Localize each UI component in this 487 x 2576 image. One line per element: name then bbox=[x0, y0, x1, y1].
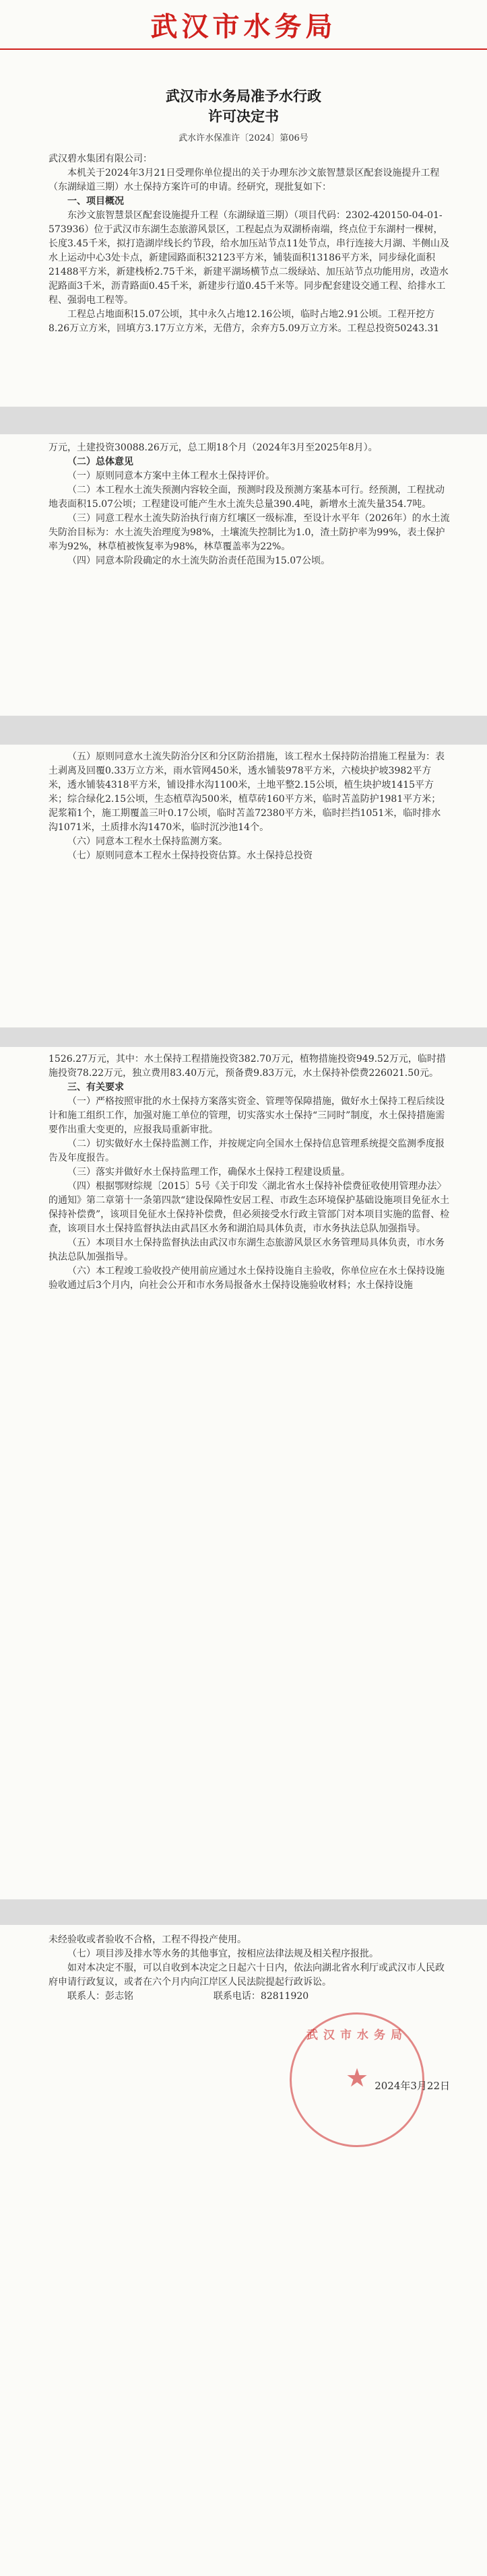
requirement-item-6: （六）本工程竣工验收投产使用前应通过水土保持设施自主验收，你单位应在水土保持设施验收通过后3个月内，向社会公开和市水务局报备水土保持设施验收材料；水土保持设施 bbox=[48, 1266, 445, 1291]
requirement-item-3: （三）落实并做好水土保持监理工作，确保水土保持工程建设质量。 bbox=[67, 1167, 350, 1178]
land-use-paragraph: 工程总占地面积15.07公顷，其中永久占地12.16公顷，临时占地2.91公顷。工程开挖方8.26万立方米，回填方3.17万立方米，无借方，余弃方5.09万立方米。工程总投资50243.31 bbox=[48, 309, 440, 334]
seal-star-icon: ★ bbox=[345, 2063, 369, 2093]
appeal-notice: 如对本决定不服，可以自收到本决定之日起六十日内，依法向湖北省水利厅或武汉市人民政府申请行政复议，或者在六个月内向江岸区人民法院提起行政诉讼。 bbox=[48, 1963, 445, 1988]
intro-paragraph: 本机关于2024年3月21日受理你单位提出的关于办理东沙文旅智慧景区配套设施提升工程（东湖绿道三期）水土保持方案许可的申请。经研究，现批复如下： bbox=[48, 168, 440, 193]
seal-text: 武汉市水务局 bbox=[306, 2029, 408, 2042]
opinion-item-6: （六）同意本工程水土保持监测方案。 bbox=[67, 836, 228, 847]
page3-body bbox=[48, 750, 450, 863]
page5-body bbox=[48, 1933, 450, 2004]
opinion-item-5: （五）原则同意水土流失防治分区和分区防治措施，该工程水土保持防治措施工程量为：表土剥离及回覆0.33万立方米，雨水管网450米，透水铺装978平方米，六棱块护坡3982平方米，透水铺装4318平方米，铺设排水沟1100米，土地平整2.15公顷，植生块护坡1415平方米；综合绿化2.15公顷，生态植草沟500米，植草砖160平方米，临时苫盖防护1981平方米；泥浆箱1个，施工期覆盖三叶0.17公顷，临时苫盖72380平方米，临时拦挡1051米，临时排水沟1071米，土质排水沟1470米，临时沉沙池14个。 bbox=[48, 751, 445, 833]
agency-header: 武汉市水务局 bbox=[150, 11, 337, 42]
opinion-item-7: （七）原则同意本工程水土保持投资估算。水土保持总投资 bbox=[67, 850, 313, 861]
document-number: 武水许水保准许〔2024〕第06号 bbox=[178, 133, 309, 143]
page1-body bbox=[48, 152, 450, 336]
requirement-item-4: （四）根据鄂财综规〔2015〕5号《关于印发〈湖北省水土保持补偿费征收使用管理办法〉的通知》第二章第十一条第四款“建设保障性安居工程、市政生态环境保护基础设施项目免征水土保持补偿费”，该项目免征水土保持补偿费，但必须接受水行政主管部门对本项目实施的监督、检查，该项目水土保持监督执法由武昌区水务和湖泊局具体负责，市水务执法总队加强指导。 bbox=[48, 1181, 450, 1234]
document-title-line1: 武汉市水务局准予水行政 bbox=[166, 88, 321, 104]
section3-heading: 三、有关要求 bbox=[67, 1082, 124, 1093]
document-page-4 bbox=[0, 1047, 487, 1899]
document-title-line2: 许可决定书 bbox=[208, 108, 279, 125]
document-page-2 bbox=[0, 434, 487, 716]
requirement-item-1: （一）严格按照审批的水土保持方案落实资金、管理等保障措施，做好水土保持工程后续设计和施工组织工作，加强对施工单位的管理，切实落实水土保持“三同时”制度，水土保持措施需要作出重大变更的，应报我局重新审批。 bbox=[48, 1096, 445, 1135]
opinion-item-3: （三）同意工程水土流失防治执行南方红壤区一级标准，至设计水平年（2026年）的水土流失防治目标为：水土流失治理度为98%，土壤流失控制比为1.0，渣土防护率为99%，表土保护率为92%，林草植被恢复率为98%，林草覆盖率为22%。 bbox=[48, 513, 450, 552]
contact-person: 联系人：彭志铭 bbox=[67, 1991, 133, 2002]
requirement-item-5: （五）本项目水土保持监督执法由武汉市东湖生态旅游风景区水务管理局具体负责，市水务执法总队加强指导。 bbox=[48, 1238, 445, 1262]
page4-body bbox=[48, 1052, 450, 1293]
page2-body bbox=[48, 441, 450, 568]
continued-text: 1526.27万元，其中：水土保持工程措施投资382.70万元，植物措施投资949.52万元，临时措施投资78.22万元，独立费用83.40万元，预备费9.83万元，水土保持补偿费226021.50元。 bbox=[48, 1054, 446, 1079]
project-overview-paragraph: 东沙文旅智慧景区配套设施提升工程（东湖绿道三期）（项目代码：2302-420150-04-01-573936）位于武汉市东湖生态旅游风景区，工程起点为双湖桥南端，终点位于东湖村一棵树，长度3.45千米，拟打造湖岸线长约节段，给水加压站节点11处节点，串行连接大月湖、半侧山及水上运动中心3处卡点，新建园路面积32123平方米，铺装面积13186平方米，同步绿化面积21488平方米，新建栈桥2.75千米，新建平湖场横节点二级绿站、加压站节点功能用房，改造水泥路面3千米，沥青路面0.45千米，新建步行道0.45千米等。同步配套建设交通工程、给排水工程、强弱电工程等。 bbox=[48, 210, 449, 306]
document-page-1 bbox=[0, 0, 487, 407]
opinion-item-4: （四）同意本阶段确定的水土流失防治责任范围为15.07公顷。 bbox=[67, 555, 331, 566]
document-page-5 bbox=[0, 1925, 487, 2576]
section1-heading: 一、项目概况 bbox=[67, 196, 124, 207]
header-red-rule bbox=[0, 48, 487, 50]
addressee: 武汉碧水集团有限公司： bbox=[48, 154, 152, 164]
section2-heading: （二）总体意见 bbox=[67, 456, 133, 467]
contact-line bbox=[48, 1990, 450, 2004]
requirement-item-7: （七）项目涉及排水等水务的其他事宜，按相应法律法规及相关程序报批。 bbox=[67, 1948, 379, 1959]
continued-text: 未经验收或者验收不合格，工程不得投产使用。 bbox=[48, 1934, 247, 1945]
continued-text: 万元，土建投资30088.26万元，总工期18个月（2024年3月至2025年8月）。 bbox=[48, 442, 378, 453]
contact-phone: 联系电话：82811920 bbox=[213, 1991, 309, 2002]
issue-date: 2024年3月22日 bbox=[375, 2080, 450, 2092]
opinion-item-2: （二）本工程水土流失预测内容较全面，预测时段及预测方案基本可行。经预测，工程扰动地表面积15.07公顷；工程建设可能产生水土流失总量390.4吨，新增水土流失量354.7吨。 bbox=[48, 485, 445, 510]
document-page-3 bbox=[0, 745, 487, 1027]
requirement-item-2: （二）切实做好水土保持监测工作，并按规定向全国水土保持信息管理系统提交监测季度报告及年度报告。 bbox=[48, 1139, 445, 1163]
opinion-item-1: （一）原则同意本方案中主体工程水土保持评价。 bbox=[67, 471, 275, 481]
